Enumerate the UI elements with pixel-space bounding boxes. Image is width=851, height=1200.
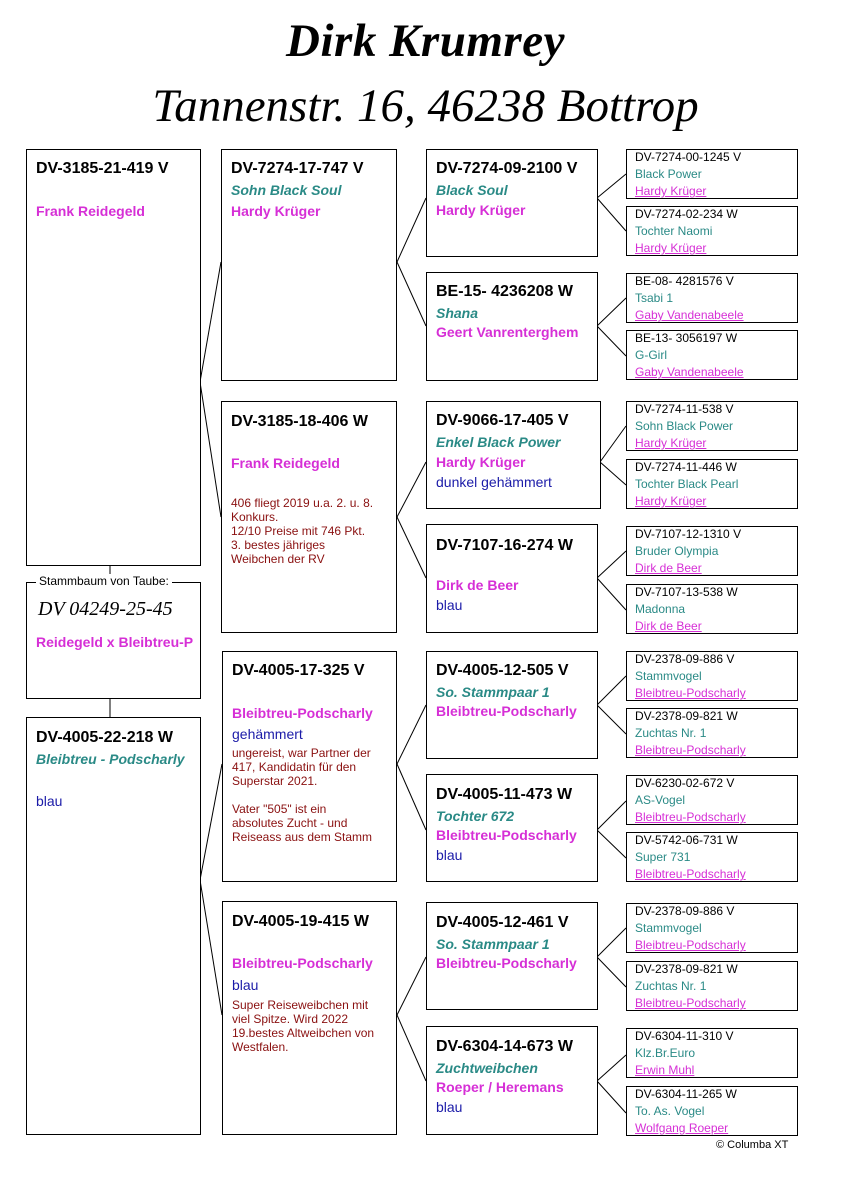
fmf-card[interactable] bbox=[426, 401, 601, 509]
mff-card[interactable] bbox=[426, 651, 598, 759]
ancestor-name: Zuchtas Nr. 1 bbox=[635, 726, 707, 740]
mmm-ring-number: DV-6304-14-673 W bbox=[436, 1038, 573, 1055]
ancestor-card[interactable] bbox=[626, 401, 798, 451]
ffm-ring-number: BE-15- 4236208 W bbox=[436, 283, 573, 300]
mm-color: blau bbox=[232, 977, 259, 993]
subject-ring-number: DV 04249-25-45 bbox=[38, 598, 173, 620]
ancestor-owner: Dirk de Beer bbox=[635, 619, 702, 633]
owner-address: Tannenstr. 16, 46238 Bottrop bbox=[152, 80, 699, 132]
connector-fm-fmm bbox=[397, 517, 426, 578]
fff-card[interactable] bbox=[426, 149, 598, 257]
ancestor-owner: Bleibtreu-Podscharly bbox=[635, 686, 746, 700]
ancestor-name: G-Girl bbox=[635, 348, 667, 362]
ancestor-ring-number: DV-6304-11-265 W bbox=[635, 1087, 737, 1101]
ancestor-ring-number: DV-7274-11-538 V bbox=[635, 402, 734, 416]
mother-color: blau bbox=[36, 793, 63, 809]
ancestor-name: Super 731 bbox=[635, 850, 691, 864]
ancestor-card[interactable] bbox=[626, 1086, 798, 1136]
ancestor-card[interactable] bbox=[626, 459, 798, 509]
ancestor-name: Tsabi 1 bbox=[635, 291, 674, 305]
ancestor-ring-number: DV-2378-09-821 W bbox=[635, 962, 738, 976]
ancestor-ring-number: DV-2378-09-821 W bbox=[635, 709, 738, 723]
fm-note-line: Konkurs. bbox=[231, 510, 279, 524]
ancestor-name: AS-Vogel bbox=[635, 793, 686, 807]
mmf-owner: Bleibtreu-Podscharly bbox=[436, 955, 577, 971]
fmm-card[interactable] bbox=[426, 524, 598, 633]
ancestor-name: To. As. Vogel bbox=[635, 1104, 705, 1118]
connector-mm-mmm bbox=[397, 1015, 426, 1081]
connector-mother-mm bbox=[200, 880, 222, 1015]
subject-cross: Reidegeld x Bleibtreu-P bbox=[36, 634, 194, 650]
mother-ring-number: DV-4005-22-218 W bbox=[36, 729, 173, 746]
ancestor-card[interactable] bbox=[626, 584, 798, 634]
fmm-color: blau bbox=[436, 597, 463, 613]
ancestor-ring-number: DV-6230-02-672 V bbox=[635, 776, 735, 790]
ancestor-ring-number: DV-7274-00-1245 V bbox=[635, 150, 742, 164]
ancestor-owner: Wolfgang Roeper bbox=[635, 1121, 729, 1135]
mf-color: gehämmert bbox=[232, 726, 303, 742]
ancestor-owner: Hardy Krüger bbox=[635, 494, 707, 508]
connector-fm-fmf bbox=[397, 462, 426, 517]
ancestor-name: Klz.Br.Euro bbox=[635, 1046, 696, 1060]
mff-name: So. Stammpaar 1 bbox=[436, 684, 550, 700]
mmm-name: Zuchtweibchen bbox=[436, 1060, 538, 1076]
ancestor-card[interactable] bbox=[626, 961, 798, 1011]
mmf-card[interactable] bbox=[426, 902, 598, 1010]
mmm-owner: Roeper / Heremans bbox=[436, 1079, 564, 1095]
copyright-notice: © Columba XT bbox=[716, 1139, 789, 1151]
ancestor-card[interactable] bbox=[626, 1028, 798, 1078]
ancestor-owner: Hardy Krüger bbox=[635, 184, 707, 198]
fmf-color: dunkel gehämmert bbox=[436, 474, 552, 490]
ancestor-name: Sohn Black Power bbox=[635, 419, 734, 433]
mf-note-line: ungereist, war Partner der bbox=[232, 746, 371, 760]
ancestor-ring-number: DV-7107-13-538 W bbox=[635, 585, 738, 599]
ancestor-ring-number: BE-08- 4281576 V bbox=[635, 274, 734, 288]
ancestor-ring-number: DV-2378-09-886 V bbox=[635, 652, 735, 666]
ancestor-owner: Bleibtreu-Podscharly bbox=[635, 938, 746, 952]
ancestor-name: Stammvogel bbox=[635, 669, 702, 683]
ancestor-name: Black Power bbox=[635, 167, 702, 181]
ancestor-ring-number: DV-2378-09-886 V bbox=[635, 904, 735, 918]
mm-card[interactable] bbox=[222, 901, 397, 1135]
ancestor-card[interactable] bbox=[626, 273, 798, 323]
ff-name: Sohn Black Soul bbox=[231, 182, 342, 198]
mf-note-line: Vater "505" ist ein bbox=[232, 802, 327, 816]
ancestor-owner: Hardy Krüger bbox=[635, 241, 707, 255]
ancestor-name: Bruder Olympia bbox=[635, 544, 719, 558]
ancestor-card[interactable] bbox=[626, 149, 798, 199]
connector-mm-mmf bbox=[397, 957, 426, 1015]
mff-ring-number: DV-4005-12-505 V bbox=[436, 662, 569, 679]
ancestor-card[interactable] bbox=[626, 206, 798, 256]
mf-note-line: Superstar 2021. bbox=[232, 774, 318, 788]
mm-ring-number: DV-4005-19-415 W bbox=[232, 913, 369, 930]
fff-owner: Hardy Krüger bbox=[436, 202, 526, 218]
fmf-ring-number: DV-9066-17-405 V bbox=[436, 412, 569, 429]
ancestor-owner: Bleibtreu-Podscharly bbox=[635, 867, 746, 881]
mmf-name: So. Stammpaar 1 bbox=[436, 936, 550, 952]
ancestor-ring-number: DV-6304-11-310 V bbox=[635, 1029, 734, 1043]
ancestor-card[interactable] bbox=[626, 330, 798, 380]
mm-note-line: viel Spitze. Wird 2022 bbox=[232, 1012, 349, 1026]
ffm-card[interactable] bbox=[426, 272, 598, 381]
ancestor-card[interactable] bbox=[626, 526, 798, 576]
fmf-owner: Hardy Krüger bbox=[436, 454, 526, 470]
ancestor-card[interactable] bbox=[626, 708, 798, 758]
ancestor-name: Tochter Black Pearl bbox=[635, 477, 739, 491]
owner-name-title: Dirk Krumrey bbox=[286, 15, 565, 67]
fmf-name: Enkel Black Power bbox=[436, 434, 561, 450]
mother-name: Bleibtreu - Podscharly bbox=[36, 751, 185, 767]
ancestor-name: Tochter Naomi bbox=[635, 224, 713, 238]
ancestor-name: Madonna bbox=[635, 602, 686, 616]
ff-card[interactable] bbox=[221, 149, 397, 381]
mm-note-line: 19.bestes Altweibchen von bbox=[232, 1026, 375, 1040]
ancestor-owner: Bleibtreu-Podscharly bbox=[635, 810, 746, 824]
mm-note-line: Westfalen. bbox=[232, 1040, 289, 1054]
ff-ring-number: DV-7274-17-747 V bbox=[231, 160, 364, 177]
mfm-name: Tochter 672 bbox=[436, 808, 515, 824]
ancestor-card[interactable] bbox=[626, 651, 798, 701]
ancestor-card[interactable] bbox=[626, 903, 798, 953]
connector-mother-mf bbox=[200, 764, 222, 880]
ancestor-card[interactable] bbox=[626, 775, 798, 825]
mf-note-line: Reiseass aus dem Stamm bbox=[232, 830, 373, 844]
fmm-owner: Dirk de Beer bbox=[436, 577, 519, 593]
fm-note-line: 3. bestes jähriges bbox=[231, 538, 326, 552]
connector-father-ff bbox=[200, 262, 221, 382]
mmf-ring-number: DV-4005-12-461 V bbox=[436, 914, 569, 931]
ancestor-ring-number: DV-7107-12-1310 V bbox=[635, 527, 742, 541]
mother-card[interactable] bbox=[26, 717, 201, 1135]
ancestor-owner: Gaby Vandenabeele bbox=[635, 365, 744, 379]
ffm-owner: Geert Vanrenterghem bbox=[436, 324, 579, 340]
mf-card[interactable] bbox=[222, 651, 397, 882]
mfm-owner: Bleibtreu-Podscharly bbox=[436, 827, 577, 843]
ancestor-ring-number: DV-5742-06-731 W bbox=[635, 833, 738, 847]
ff-owner: Hardy Krüger bbox=[231, 203, 321, 219]
mfm-ring-number: DV-4005-11-473 W bbox=[436, 786, 573, 803]
ancestor-ring-number: BE-13- 3056197 W bbox=[635, 331, 738, 345]
fmm-ring-number: DV-7107-16-274 W bbox=[436, 537, 573, 554]
connector-ff-ffm bbox=[397, 262, 426, 326]
father-owner: Frank Reidegeld bbox=[36, 203, 145, 219]
fff-name: Black Soul bbox=[436, 182, 508, 198]
mf-owner: Bleibtreu-Podscharly bbox=[232, 705, 373, 721]
fm-note-line: 406 fliegt 2019 u.a. 2. u. 8. bbox=[231, 496, 374, 510]
mff-owner: Bleibtreu-Podscharly bbox=[436, 703, 577, 719]
mf-note-line: absolutes Zucht - und bbox=[232, 816, 348, 830]
fm-note-line: Weibchen der RV bbox=[231, 552, 325, 566]
ancestor-ring-number: DV-7274-02-234 W bbox=[635, 207, 738, 221]
father-card[interactable] bbox=[26, 149, 201, 566]
mmm-card[interactable] bbox=[426, 1026, 598, 1135]
ancestor-owner: Bleibtreu-Podscharly bbox=[635, 743, 746, 757]
fm-owner: Frank Reidegeld bbox=[231, 455, 340, 471]
fff-ring-number: DV-7274-09-2100 V bbox=[436, 160, 578, 177]
ffm-name: Shana bbox=[436, 305, 479, 321]
ancestor-card[interactable] bbox=[626, 832, 798, 882]
ancestor-owner: Gaby Vandenabeele bbox=[635, 308, 744, 322]
mmm-color: blau bbox=[436, 1099, 463, 1115]
mf-notes bbox=[232, 746, 404, 844]
mf-note-line: 417, Kandidatin für den bbox=[232, 760, 357, 774]
ancestor-owner: Erwin Muhl bbox=[635, 1063, 695, 1077]
fm-card[interactable] bbox=[221, 401, 397, 633]
connector-ff-fff bbox=[397, 198, 426, 262]
ancestor-owner: Hardy Krüger bbox=[635, 436, 707, 450]
fm-note-line: 12/10 Preise mit 746 Pkt. bbox=[231, 524, 366, 538]
mm-owner: Bleibtreu-Podscharly bbox=[232, 955, 373, 971]
ancestor-ring-number: DV-7274-11-446 W bbox=[635, 460, 737, 474]
mf-ring-number: DV-4005-17-325 V bbox=[232, 662, 365, 679]
fm-notes bbox=[231, 496, 396, 566]
mf-note-line bbox=[232, 788, 404, 802]
ancestor-name: Stammvogel bbox=[635, 921, 702, 935]
mfm-card[interactable] bbox=[426, 774, 598, 882]
subject-legend: Stammbaum von Taube: bbox=[36, 574, 172, 588]
ancestor-owner: Dirk de Beer bbox=[635, 561, 702, 575]
fm-ring-number: DV-3185-18-406 W bbox=[231, 413, 368, 430]
ancestor-name: Zuchtas Nr. 1 bbox=[635, 979, 707, 993]
ancestor-owner: Bleibtreu-Podscharly bbox=[635, 996, 746, 1010]
mm-note-line: Super Reiseweibchen mit bbox=[232, 998, 369, 1012]
mfm-color: blau bbox=[436, 847, 463, 863]
father-ring-number: DV-3185-21-419 V bbox=[36, 160, 169, 177]
connector-father-fm bbox=[200, 382, 221, 517]
mm-notes bbox=[232, 998, 394, 1054]
